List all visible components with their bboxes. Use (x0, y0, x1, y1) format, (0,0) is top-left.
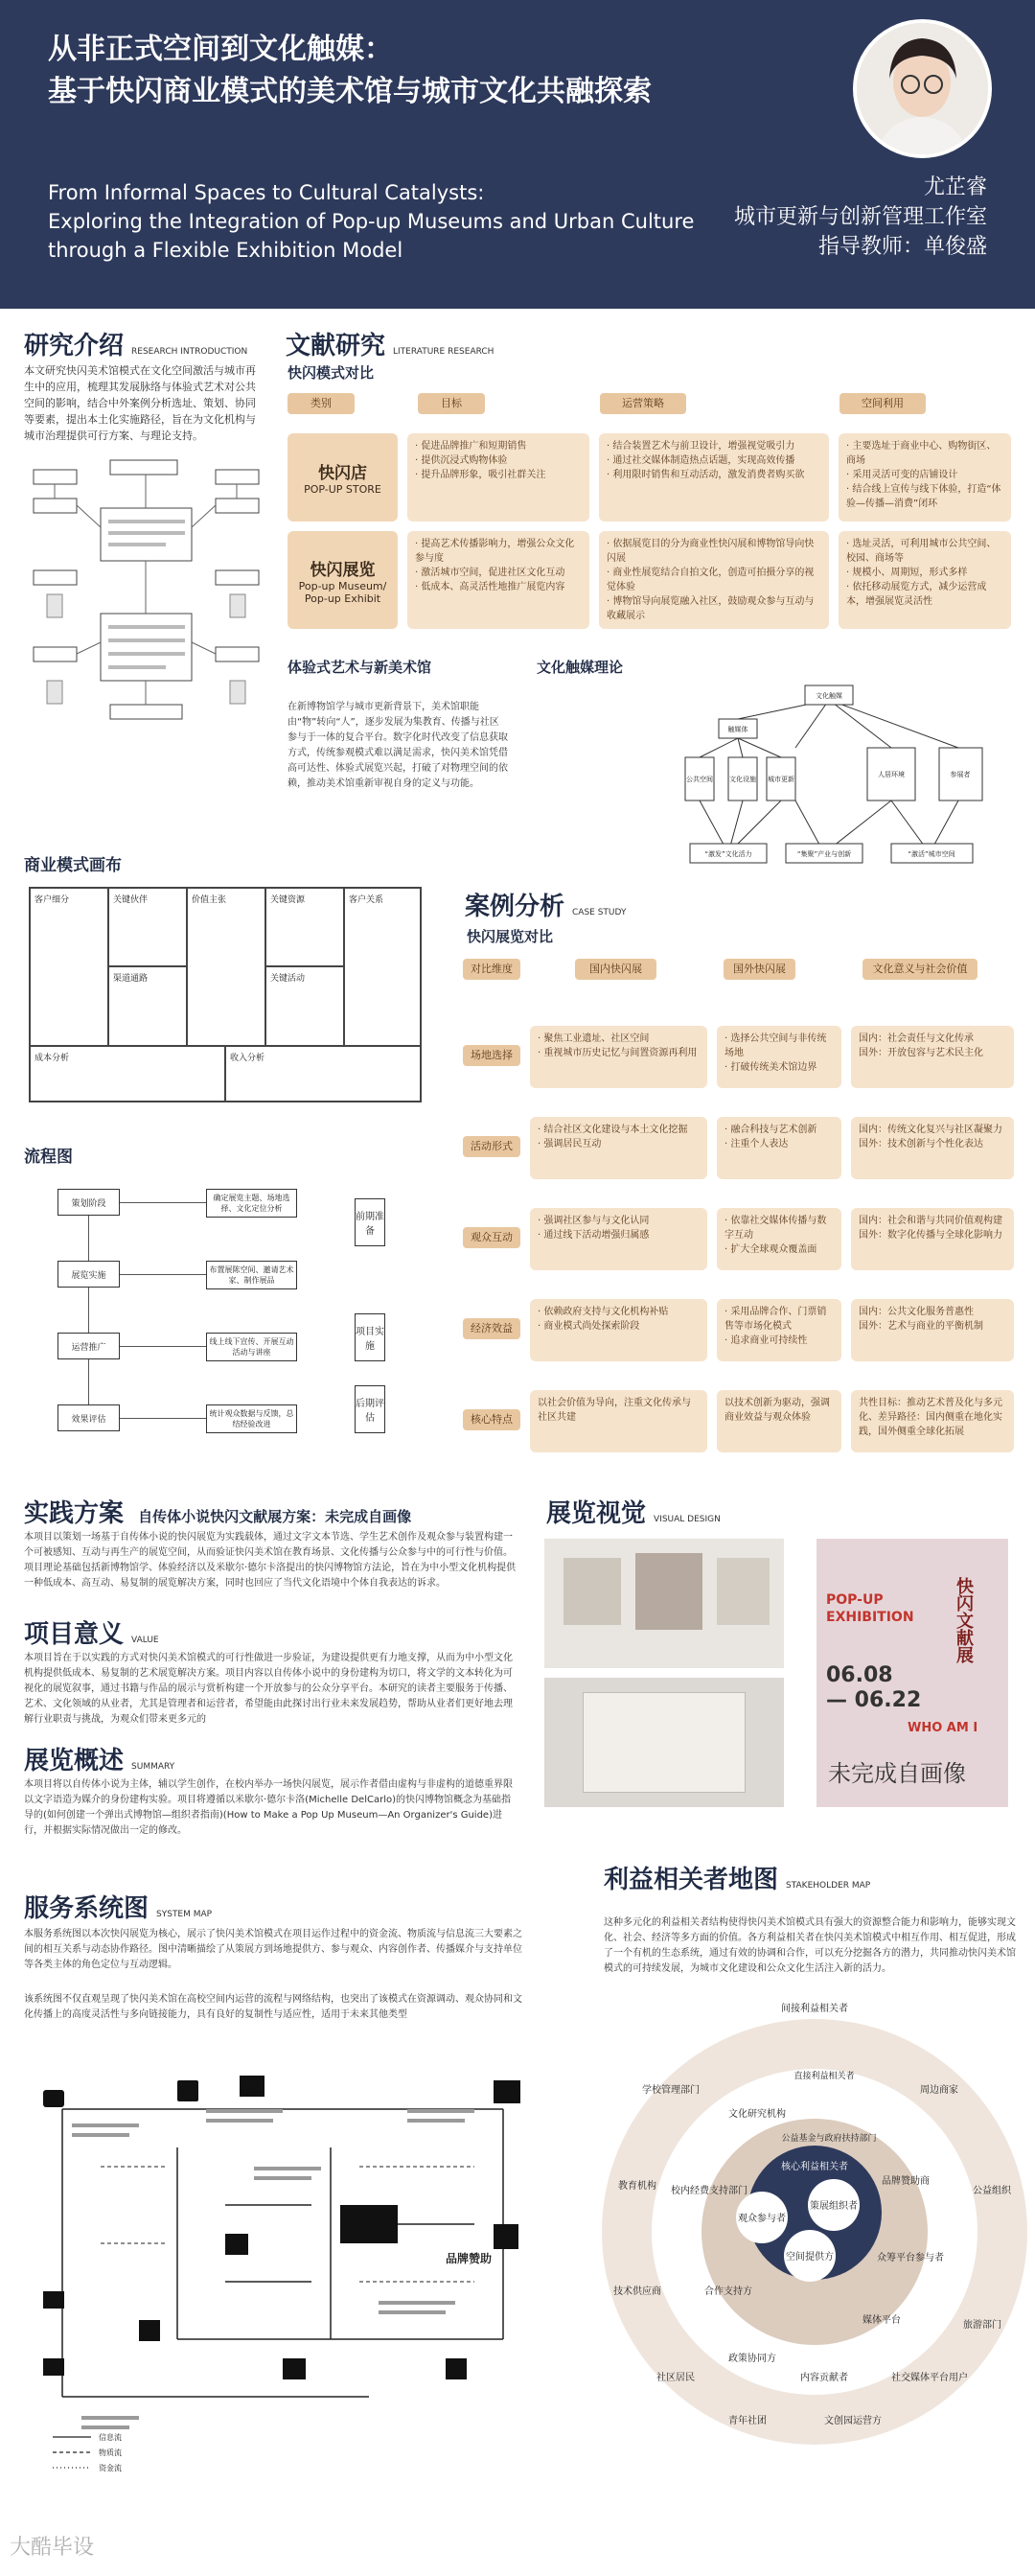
lit-row-1-goal: · 促进品牌推广和短期销售 · 提供沉浸式购物体验 · 提升品牌形象，吸引社群关注 (407, 433, 589, 522)
lit-row-popup-exhibit (288, 531, 398, 629)
outer-ngo: 公益组织 (973, 2186, 1011, 2196)
case-title: 案例分析 (465, 893, 565, 921)
canvas-resources (265, 888, 344, 966)
node-facility: 文化设施 (729, 776, 756, 783)
practice-subtitle: 自传体小说快闪文献展方案：未完成自画像 (138, 1508, 412, 1525)
case-row-domestic: · 结合社区文化建设与本土文化挖掘 · 强调居民互动 (530, 1117, 707, 1179)
lit-heading (286, 326, 494, 361)
service-text-2: 该系统图不仅直观呈现了快闪美术馆在高校空间内运营的流程与网络结构，也突出了该模式在资源调动、观众协同和文化传播上的高度灵活性与多向链接能力，具有良好的复制性与适应性，适用于未来其他类型 (24, 1994, 522, 2020)
summary-title-en: SUMMARY (131, 1762, 175, 1772)
service-title-en: SYSTEM MAP (156, 1910, 213, 1919)
exhibit-poster (816, 1539, 1008, 1807)
catalyst-theory-title: 文化触媒理论 (537, 659, 624, 676)
en-line-1: From Informal Spaces to Cultural Catalysts: (48, 181, 485, 204)
value-title: 项目意义 (24, 1620, 125, 1649)
case-row-dimension: 核心特点 (463, 1409, 520, 1430)
outer-shops: 周边商家 (920, 2085, 958, 2096)
exhibit-photo-2 (544, 1678, 784, 1807)
canvas-cell-label: 渠道通路 (113, 974, 149, 984)
core-space-provider: 空间提供方 (786, 2252, 834, 2263)
visual-title: 展览视觉 (546, 1499, 647, 1528)
poster-who-am-i: WHO AM I (908, 1721, 978, 1735)
canvas-revenue (225, 1046, 421, 1102)
mid-school-fund: 校内经费支持部门 (671, 2186, 748, 2196)
canvas-relations (344, 888, 421, 1046)
mid-research: 文化研究机构 (728, 2109, 786, 2120)
case-subtitle: 快闪展览对比 (467, 928, 554, 945)
stakeholder-text: 这种多元化的利益相关者结构使得快闪美术馆模式具有强大的资源整合能力和影响力，能够实现文化、社会、经济等多方面的价值。各方利益相关者在快闪美术馆模式中相互作用、相互促进，形成了一个有机的生态系统，通过有效的协调和合作，可以充分挖掘各方的潜力，共同推动快闪美术馆模式的可持续发展，为城市文化建设和公众文化生活注入新的活力。 (604, 1917, 1016, 1974)
flow-connector (120, 1418, 206, 1419)
brand-sponsor-label: 品牌赞助 (446, 2252, 493, 2265)
case-row-dimension: 活动形式 (463, 1136, 520, 1157)
value-heading (24, 1614, 159, 1650)
outer-content: 内容贡献者 (800, 2373, 848, 2383)
canvas-cost (30, 1046, 225, 1102)
case-row-value: 国内：社会责任与文化传承 国外：开放包容与艺术民主化 (851, 1026, 1014, 1088)
case-row-dimension: 观众互动 (463, 1227, 520, 1248)
mid-gov-fund: 公益基金与政府扶持部门 (781, 2134, 877, 2144)
advisor-name: 指导教师：单俊盛 (817, 235, 987, 259)
outer-school-admin: 学校管理部门 (642, 2085, 700, 2096)
case-row-intl: · 采用品牌合作、门票销售等市场化模式 · 追求商业可持续性 (717, 1299, 841, 1361)
case-col-dimension: 对比维度 (463, 959, 520, 980)
flow-connector (88, 1288, 89, 1333)
canvas-partners (108, 888, 187, 966)
stakeholder-diagram (594, 2002, 1035, 2452)
case-row-intl: · 选择公共空间与非传统场地 · 打破传统美术馆边界 (717, 1026, 841, 1088)
service-title: 服务系统图 (24, 1894, 150, 1923)
poster-cn-title: 快闪文献展 (954, 1577, 974, 1663)
value-title-en: VALUE (131, 1636, 159, 1645)
node-living-env: 人居环境 (878, 771, 905, 778)
photo-panel (635, 1553, 702, 1630)
canvas-cell-label: 价值主张 (192, 895, 227, 905)
summary-text: 本项目将以自传体小说为主体，辅以学生创作，在校内举办一场快闪展览，展示作者借由虚构与非虚构的道德重界限以文字语造为媒介的身份建构实验。项目将遵循以米歇尔·德尔卡洛(Michelle DelCarlo)的快闪博物馆概念为基础指导的(如何创建一个弹出式博物馆—组织者指南)(How to Make a Pop Up Museum—An Organizer's Guide)进行，并根据实际情况做出一定的修改。 (24, 1779, 513, 1836)
studio-name: 城市更新与创新管理工作室 (733, 205, 987, 229)
flow-connector (88, 1216, 89, 1261)
intro-title: 研究介绍 (24, 332, 125, 360)
node-catalyst-body: 触媒体 (727, 726, 748, 733)
business-canvas (29, 887, 422, 1102)
outer-media: 媒体平台 (862, 2315, 901, 2326)
lit-title-en: LITERATURE RESEARCH (393, 347, 494, 357)
flow-phase-3: 后期评估 (355, 1385, 385, 1433)
canvas-value (187, 888, 265, 1046)
title-chinese (48, 29, 652, 113)
canvas-channels (108, 966, 187, 1046)
lit-row-1-label-en: POP-UP STORE (304, 483, 381, 496)
lit-row-1-label: 快闪店 (318, 464, 367, 483)
case-heading (465, 887, 626, 922)
flow-step-implement: 展览实施 (58, 1261, 120, 1288)
stakeholder-title: 利益相关者地图 (604, 1866, 779, 1894)
outer-policy: 政策协同方 (728, 2354, 776, 2364)
outer-edu: 教育机构 (618, 2181, 656, 2192)
legend-info-flow: 信息流 (99, 2433, 122, 2442)
flow-connector (120, 1274, 206, 1275)
practice-title: 实践方案 (24, 1499, 125, 1528)
title-english (48, 178, 719, 265)
lit-row-2-goal: · 提高艺术传播影响力，增强公众文化参与度 · 激活城市空间，促进社区文化互动 · 低成本、高灵活性地推广展览内容 (407, 531, 589, 629)
intro-title-en: RESEARCH INTRODUCTION (131, 347, 248, 357)
practice-text: 本项目以策划一场基于自传体小说的快闪展览为实践载体，通过文字文本节选、学生艺术创作及观众参与装置构建一个可被感知、互动与再生产的展览空间，从而验证快闪美术馆在教育场景、文化传播与公众参与中的可行性与价值。项目理论基础包括新博物馆学、体验经济以及米歇尔·德尔卡洛提出的快闪博物馆方法论，旨在为中小型文化机构提供一种低成本、高互动、易复制的展览解决方案，同时也回应了当代文化语境中个体自我表达的诉求。 (24, 1532, 517, 1589)
canvas-cell-label: 客户关系 (349, 895, 384, 905)
outer-tech: 技术供应商 (613, 2286, 661, 2297)
core-audience: 观众参与者 (738, 2214, 786, 2224)
canvas-segments (30, 888, 108, 1046)
node-activate: “激活”城市空间 (908, 850, 955, 858)
flow-step-promote: 运营推广 (58, 1333, 120, 1359)
author-info (734, 173, 987, 262)
author-photo (853, 19, 992, 158)
service-heading (24, 1889, 212, 1924)
case-title-en: CASE STUDY (572, 908, 627, 917)
flow-note-3: 线上线下宣传、开展互动活动与讲座 (206, 1333, 297, 1361)
canvas-cell-label: 客户细分 (34, 895, 70, 905)
lit-row-2-label-en: Pop-up Museum/ Pop-up Exhibit (298, 579, 387, 605)
flow-step-plan: 策划阶段 (58, 1189, 120, 1216)
node-catalyst: 文化触媒 (816, 692, 842, 700)
stakeholder-heading (604, 1860, 870, 1895)
case-col-value: 文化意义与社会价值 (862, 959, 978, 980)
case-row-dimension: 经济效益 (463, 1318, 520, 1339)
service-text-1: 本服务系统图以本次快闪展览为核心，展示了快闪美术馆模式在项目运作过程中的资金流、物质流与信息流三大要素之间的相互关系与动态协作路径。图中清晰描绘了从策展方到场地提供方、参与观众、内容创作者、传播媒介与支持单位等各类主体的角色定位与互动逻辑。 (24, 1929, 522, 1970)
lit-row-2-space: · 选址灵活，可利用城市公共空间、校园、商场等 · 规模小、周期短，形式多样 · 依托移动展览方式，减少运营成本，增强展览灵活性 (839, 531, 1011, 629)
exp-art-text: 在新博物馆学与城市更新背景下，美术馆职能由“物”转向“人”，逐步发展为集教育、传播与社区参与于一体的复合平台。数字化时代改变了信息获取方式，传统参观模式难以满足需求，快闪美术馆凭借高可达性、体验式展览兴起，打破了对物理空间的依赖，推动美术馆重新审视自身的定义与功能。 (288, 702, 508, 789)
lit-col-goal: 目标 (418, 393, 485, 414)
mid-partner: 合作支持方 (704, 2286, 752, 2297)
lit-row-popup-store (288, 433, 398, 522)
lit-row-1-space: · 主要选址于商业中心、购物街区、商场 · 采用灵活可变的店铺设计 · 结合线上宣传与线下体验，打造“体验—传播—消费”闭环 (839, 433, 1011, 522)
title-line-1: 从非正式空间到文化触媒： (48, 33, 393, 66)
lit-row-2-label: 快闪展览 (310, 560, 376, 580)
photo-panel (564, 1558, 621, 1625)
flow-connector (120, 1346, 206, 1347)
case-row-dimension: 场地选择 (463, 1045, 520, 1066)
canvas-cell-label: 关键资源 (270, 895, 306, 905)
case-row-value: 国内：社会和谐与共同价值观构建 国外：数字化传播与全球化影响力 (851, 1208, 1014, 1270)
node-stimulate: “激发”文化活力 (704, 850, 752, 858)
lit-row-1-ops: · 结合装置艺术与前卫设计，增强视觉吸引力 · 通过社交媒体制造热点话题，实现高效传播 · 利用限时销售和互动活动，激发消费者购买欲 (599, 433, 829, 522)
canvas-cell-label: 关键活动 (270, 974, 306, 984)
canvas-activities (265, 966, 344, 1046)
exhibit-photo-1 (544, 1539, 784, 1668)
core-stakeholders-label: 核心利益相关者 (781, 2162, 848, 2172)
flow-title: 流程图 (24, 1148, 73, 1167)
value-text: 本项目旨在于以实践的方式对快闪美术馆模式的可行性做进一步验证，为建设提供更有力地支撑，从而为中小型文化机构提供低成本、易复制的艺术展览解决方案。项目内容以自传体小说中的身份建构为切口，将文学的文本转化为可视化的展览叙事，通过书籍与作品的展示与赏析构建一个开放参与的公众分享平台。本研究的读者主要服务于传播、艺术、文化领域的从业者，尤其是管理者和运营者，希望能由此探讨出行业未来发展趋势，帮助从业者们更好地去理解行业职责与挑战，为观众们带来更多元的 (24, 1653, 513, 1725)
catalyst-diagram (671, 671, 1016, 877)
intro-heading (24, 326, 247, 361)
flowchart (38, 1179, 422, 1438)
outer-park-ops: 文创园运营方 (824, 2416, 882, 2426)
poster-dates: 06.08 — 06.22 (826, 1663, 922, 1712)
indirect-stakeholders-label: 间接利益相关者 (781, 2004, 848, 2014)
lit-row-2-ops: · 依据展览目的分为商业性快闪展和博物馆导向快闪展 · 商业性展览结合自拍文化，创造可拍摄分享的视觉体验 · 博物馆导向展览融入社区，鼓励观众参与互动与收藏展示 (599, 531, 829, 629)
core-curator: 策展组织者 (810, 2201, 858, 2212)
flow-note-4: 统计观众数据与反馈，总结经验改进 (206, 1404, 297, 1433)
case-col-intl: 国外快闪展 (724, 959, 795, 980)
photo-panel (717, 1558, 770, 1625)
en-line-2: Exploring the Integration of Pop-up Museums and Urban Culture (48, 210, 695, 233)
case-row-domestic: · 强调社区参与与文化认同 · 通过线下活动增强归属感 (530, 1208, 707, 1270)
case-row-domestic: · 依赖政府支持与文化机构补贴 · 商业模式尚处探索阶段 (530, 1299, 707, 1361)
flow-phase-1: 前期准备 (355, 1198, 385, 1246)
service-system-diagram (24, 2052, 580, 2478)
lit-col-ops: 运营策略 (600, 393, 686, 414)
legend-material-flow: 物质流 (99, 2448, 122, 2457)
direct-stakeholders-label: 直接利益相关者 (794, 2072, 855, 2081)
summary-title: 展览概述 (24, 1747, 125, 1775)
lit-title: 文献研究 (286, 332, 386, 360)
legend-money-flow: 资金流 (99, 2464, 122, 2472)
flow-step-evaluate: 效果评估 (58, 1404, 120, 1431)
flow-connector (88, 1359, 89, 1404)
lit-subtitle: 快闪模式对比 (288, 364, 375, 382)
case-col-domestic: 国内快闪展 (575, 959, 656, 980)
outer-youth: 青年社团 (728, 2416, 767, 2426)
lit-col-space: 空间利用 (840, 393, 926, 414)
summary-heading (24, 1741, 174, 1776)
stakeholder-title-en: STAKEHOLDER MAP (786, 1881, 871, 1891)
poster-main-title: 未完成自画像 (828, 1760, 966, 1787)
case-row-domestic: 以社会价值为导向，注重文化传承与社区共建 (530, 1390, 707, 1452)
canvas-cell-label: 关键伙伴 (113, 895, 149, 905)
case-row-value: 国内：传统文化复兴与社区凝聚力 国外：技术创新与个性化表达 (851, 1117, 1014, 1179)
outer-social-users: 社交媒体平台用户 (891, 2373, 968, 2383)
outer-residents: 社区居民 (656, 2373, 695, 2383)
watermark-logo-text: 大酷毕设 (10, 2536, 95, 2560)
flow-connector (120, 1202, 206, 1203)
visual-heading (546, 1494, 721, 1529)
flow-note-2: 布置展陈空间、邀请艺术家、制作展品 (206, 1261, 297, 1289)
case-row-domestic: · 聚焦工业遗址、社区空间 · 重视城市历史记忆与间置资源再利用 (530, 1026, 707, 1088)
author-name: 尤芷睿 (923, 175, 987, 199)
practice-heading (24, 1494, 411, 1529)
outer-tourism: 旅游部门 (963, 2320, 1001, 2331)
poster-pop-up: POP-UP EXHIBITION (826, 1592, 914, 1625)
flow-phase-2: 项目实施 (355, 1313, 385, 1361)
intro-text: 本文研究快闪美术馆模式在文化空间激活与城市再生中的应用，梳理其发展脉络与体验式艺术对公共空间的影响，结合中外案例分析选址、策划、协同等要素，提出本土化实施路径，旨在为文化机构与城市治理提供可行方案、与理论支持。 (24, 364, 256, 442)
framework-diagram (24, 451, 268, 738)
canvas-cell-label: 收入分析 (230, 1054, 265, 1063)
node-public-space: 公共空间 (686, 776, 713, 783)
flow-note-1: 确定展览主题、场地选择、文化定位分析 (206, 1189, 297, 1218)
lit-col-category: 类别 (288, 393, 355, 414)
case-row-value: 共性目标：推动艺术普及化与多元化、差异路径：国内侧重在地化实践，国外侧重全球化拓展 (851, 1390, 1014, 1452)
case-row-value: 国内：公共文化服务普惠性 国外：艺术与商业的平衡机制 (851, 1299, 1014, 1361)
canvas-cell-label: 成本分析 (34, 1054, 70, 1063)
node-renewal: 城市更新 (768, 776, 794, 783)
canvas-title: 商业模式画布 (24, 856, 122, 875)
photo-panel (583, 1692, 746, 1793)
node-participants: 参展者 (950, 771, 971, 778)
en-line-3: through a Flexible Exhibition Model (48, 239, 403, 262)
node-cluster: “集聚”产业与创新 (796, 850, 852, 858)
case-row-intl: · 融合科技与艺术创新 · 注重个人表达 (717, 1117, 841, 1179)
visual-title-en: VISUAL DESIGN (654, 1515, 721, 1524)
exp-art-title: 体验式艺术与新美术馆 (288, 659, 432, 676)
case-row-intl: 以技术创新为驱动，强调商业效益与观众体验 (717, 1390, 841, 1452)
case-row-intl: · 依靠社交媒体传播与数字互动 · 扩大全球观众覆盖面 (717, 1208, 841, 1270)
title-line-2: 基于快闪商业模式的美术馆与城市文化共融探索 (48, 75, 652, 108)
mid-brand: 品牌赞助商 (882, 2176, 930, 2187)
mid-crowdfund: 众筹平台参与者 (877, 2253, 944, 2263)
